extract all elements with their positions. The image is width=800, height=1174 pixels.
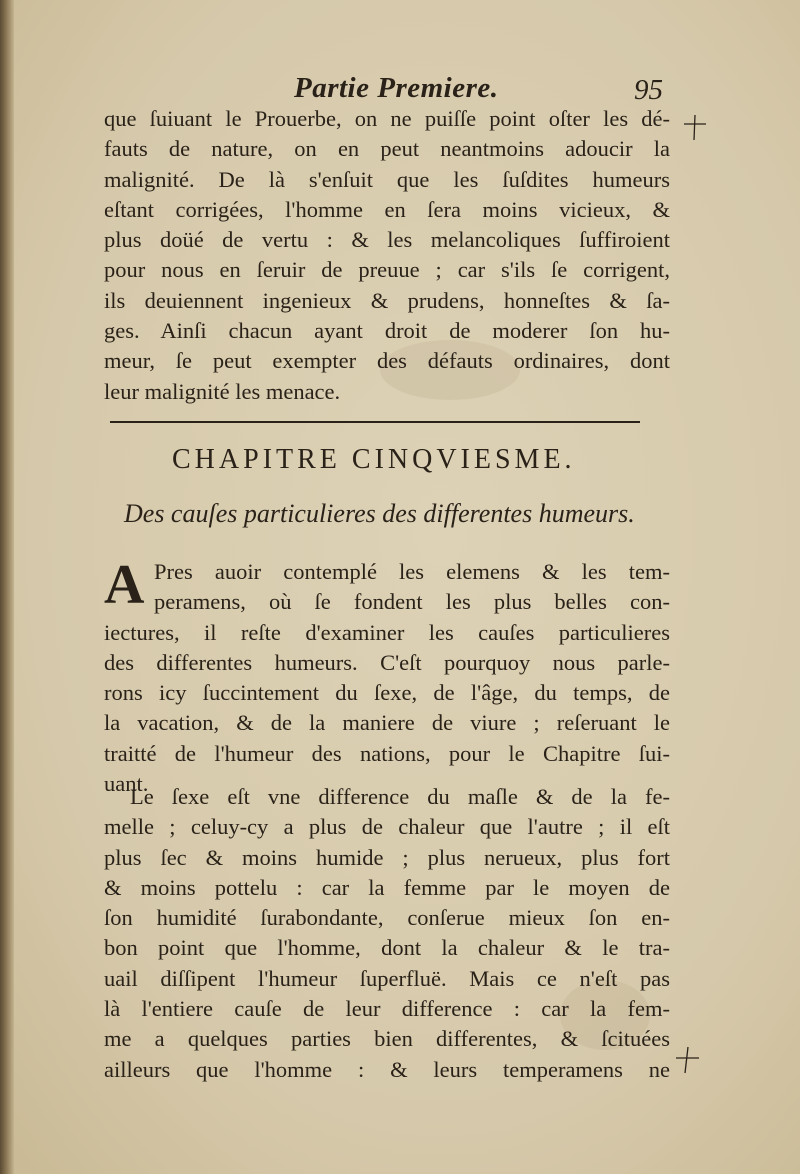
text-line: plus ſec & moins humide ; plus nerueux, plus fort [104,844,670,870]
text-line: fauts de nature, on en peut neantmoins adoucir la [104,136,670,162]
paragraph-sexe [104,782,670,1085]
text-line: me a quelques parties bien differentes, & ſcituées [104,1026,670,1052]
text-line: melle ; celuy-cy a plus de chaleur que l'autre ; il eſt [104,814,670,840]
cross-mark-icon [672,1044,702,1074]
text-line: iectures, il reſte d'examiner les cauſes particulieres [104,619,670,645]
text-line: pour nous en ſeruir de preuue ; car s'ils ſe corrigent, [104,257,670,283]
text-line: ges. Ainſi chacun ayant droit de moderer ſon hu- [104,318,670,344]
text-line: & moins pottelu : car la femme par le moyen de [104,874,670,900]
drop-cap: A [104,554,145,616]
text-line: des differentes humeurs. C'eſt pourquoy nous parle- [104,649,670,675]
text-line: ailleurs que l'homme : & leurs temperamens ne [104,1056,670,1082]
text-line: traitté de l'humeur des nations, pour le Chapitre ſui- [104,740,670,766]
text-line: plus doüé de vertu : & les melancoliques ſuffiroient [104,227,670,253]
text-line: uail diſſipent l'humeur ſuperfluë. Mais ce n'eſt pas [104,965,670,991]
text-line: leur malignité les menace. [104,378,341,404]
page-number: 95 [634,74,663,106]
paragraph-chapter-opening [104,554,670,799]
text-line: là l'entiere cauſe de leur difference : car la fem- [104,996,670,1022]
text-line: malignité. De là s'enſuit que les ſuſdites humeurs [104,166,670,192]
text-line: meur, ſe peut exempter des défauts ordinaires, dont [104,348,670,374]
text-line: uant. [104,771,149,797]
running-title: Partie Premiere. [294,72,499,104]
binding-edge [0,0,14,1174]
text-line: Pres auoir contemplé les elemens & les tem- [154,559,670,584]
cross-mark-icon [680,112,710,142]
text-line: que ſuiuant le Prouerbe, on ne puiſſe point oſter les dé- [104,106,670,131]
text-line: Le ſexe eſt vne difference du maſle & de la fe- [130,784,670,809]
text-line: peramens, où ſe fondent les plus belles con- [154,589,670,615]
text-line: bon point que l'homme, dont la chaleur & le tra- [104,935,670,961]
text-line: ſon humidité ſurabondante, conſerue mieux ſon en- [104,905,670,931]
chapter-heading: CHAPITRE CINQVIESME. [172,444,576,475]
text-line: la vacation, & de la maniere de viure ; reſeruant le [104,710,670,736]
text-line: ils deuiennent ingenieux & prudens, honneſtes & ſa- [104,287,670,313]
paragraph-continuation [104,104,670,407]
section-rule [110,421,640,423]
text-line: rons icy ſuccintement du ſexe, de l'âge, du temps, de [104,680,670,706]
chapter-subtitle: Des cauſes particulieres des differentes humeurs. [124,499,635,528]
text-line: eſtant corrigées, l'homme en ſera moins vicieux, & [104,196,670,222]
